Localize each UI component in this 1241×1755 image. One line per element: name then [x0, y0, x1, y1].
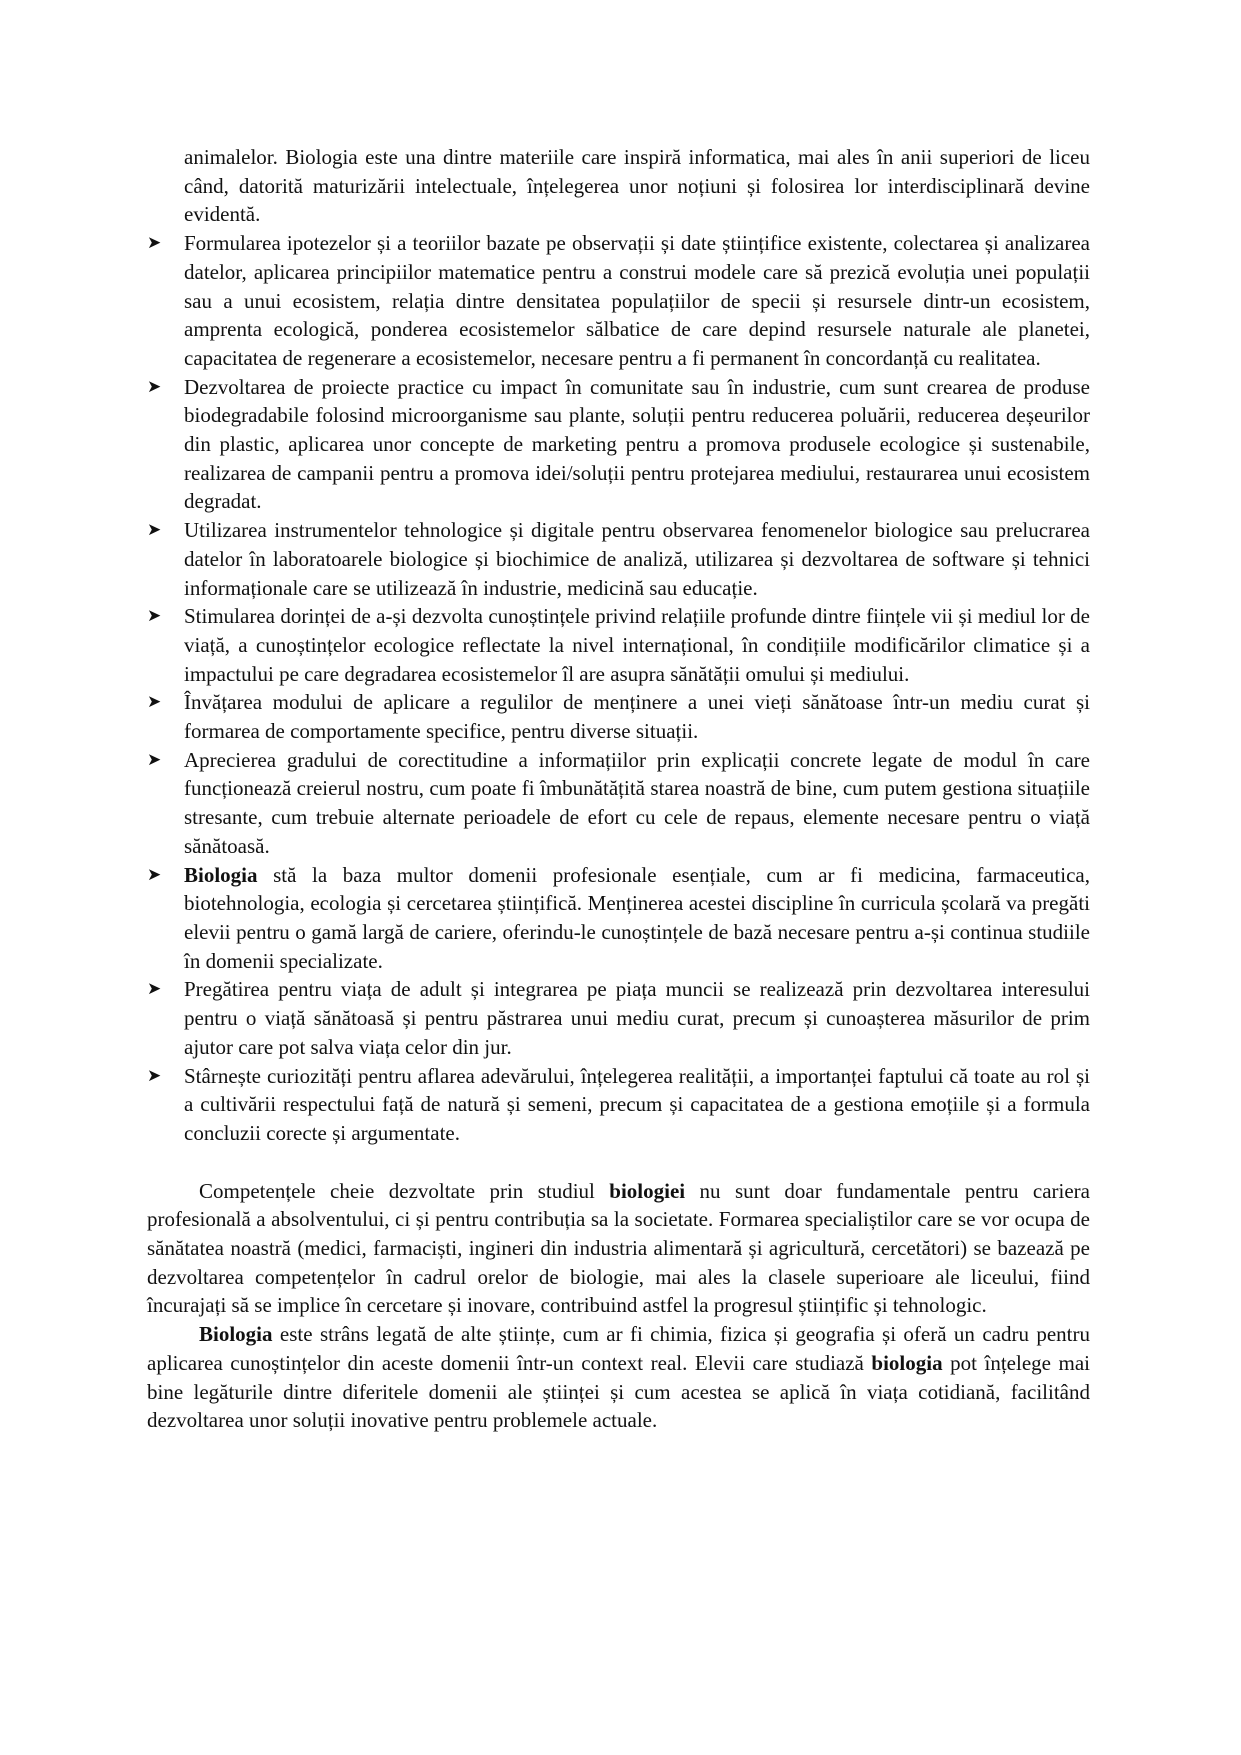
text: este strâns legată de alte științe, cum ar fi chimia, fizica și geografia și oferă un cadru pentru aplicarea cunoștințelor din aceste domenii într-un context real. Elevii care studiază	[147, 1322, 1090, 1375]
bullet-text: Aprecierea gradului de corectitudine a informațiilor prin explicații concrete legate de modul în care funcționează creierul nostru, cum poate fi îmbunătățită starea noastră de bine, cum putem gestiona situațiile stresante, cum trebuie alternate perioadele de efort cu cele de repaus, elemente necesare pentru o viață sănătoasă.	[184, 747, 1090, 858]
text: pot înțelege mai bine legăturile dintre diferitele domenii ale științei și cum acestea se aplică în viața cotidiană, facilitând dezvoltarea unor soluții inovative pentru problemele actuale.	[147, 1350, 1090, 1433]
body-paragraph	[147, 1320, 1090, 1435]
arrow-bullet-icon: ➤	[147, 520, 162, 541]
continuation-text-body: animalelor. Biologia este una dintre materiile care inspiră informatica, mai ales în anii superiori de liceu când, datorită maturizării intelectuale, înțelegerea unor noțiuni și folosirea lor interdisciplinară devine evidentă.	[184, 145, 1090, 227]
bullet-item	[147, 1062, 1090, 1148]
arrow-bullet-icon: ➤	[147, 979, 162, 1000]
bullet-list	[147, 229, 1090, 1148]
bullet-item	[147, 602, 1090, 688]
bullet-item	[147, 861, 1090, 976]
bullet-item	[147, 688, 1090, 745]
bullet-item	[147, 516, 1090, 602]
arrow-bullet-icon: ➤	[147, 864, 162, 885]
paragraphs	[147, 1177, 1090, 1435]
bullet-text: Utilizarea instrumentelor tehnologice și digitale pentru observarea fenomenelor biologice sau prelucrarea datelor în laboratoarele biologice și biochimice de analiză, utilizarea și dezvoltarea de software și tehnici informaționale care se utilizează în industrie, medicină sau educație.	[184, 518, 1090, 600]
document-page	[147, 143, 1090, 1435]
bold-term: Biologia	[184, 862, 258, 887]
text: nu sunt doar fundamentale pentru cariera profesională a absolventului, ci și pentru contribuția sa la societate. Formarea specialiștilor care se vor ocupa de sănătatea noastră (medici, farmaciști, ingineri din industria alimentară și agricultură, cercetători) se bazează pe dezvoltarea competențelor în cadrul orelor de biologie, mai ales la clasele superioare ale liceului, fiind încurajați să se implice în cercetare și inovare, contribuind astfel la progresul științific și tehnologic.	[147, 1178, 1090, 1318]
bullet-text: Stârnește curiozități pentru aflarea adevărului, înțelegerea realității, a importanței faptului că toate au rol și a cultivării respectului față de natură și semeni, precum și capacitatea de a gestiona emoțiile și a formula concluzii corecte și argumentate.	[184, 1063, 1090, 1145]
bullet-text: Învățarea modului de aplicare a regulilor de menținere a unei vieți sănătoase într-un mediu curat și formarea de comportamente specifice, pentru diverse situații.	[184, 690, 1090, 744]
text: Competențele cheie dezvoltate prin studiul	[199, 1178, 610, 1203]
bullet-item	[147, 229, 1090, 373]
body-paragraph	[147, 1177, 1090, 1321]
bullet-text: stă la baza multor domenii profesionale esențiale, cum ar fi medicina, farmaceutica, biotehnologia, ecologia și cercetarea științifică. Menținerea acestei discipline în curricula școlară va pregăti elevii pentru o gamă largă de cariere, oferindu-le cunoștințele de bază necesare pentru a-și continua studiile în domenii specializate.	[184, 862, 1090, 973]
arrow-bullet-icon: ➤	[147, 1065, 162, 1086]
spacer	[147, 1148, 1090, 1177]
bullet-text: Pregătirea pentru viața de adult și integrarea pe piața muncii se realizează prin dezvoltarea interesului pentru o viață sănătoasă și pentru păstrarea unui mediu curat, precum și cunoașterea măsurilor de prim ajutor care pot salva viața celor din jur.	[184, 977, 1090, 1059]
bullet-item	[147, 746, 1090, 861]
bullet-text: Dezvoltarea de proiecte practice cu impact în comunitate sau în industrie, cum sunt crearea de produse biodegradabile folosind microorganisme sau plante, soluții pentru reducerea poluării, reducerea deșeurilor din plastic, aplicarea unor concepte de marketing pentru a promova produsele ecologice și sustenabile, realizarea de campanii pentru a promova idei/soluții pentru protejarea mediului, restaurarea unui ecosistem degradat.	[184, 374, 1090, 514]
arrow-bullet-icon: ➤	[147, 749, 162, 770]
arrow-bullet-icon: ➤	[147, 376, 162, 397]
bullet-item	[147, 975, 1090, 1061]
arrow-bullet-icon: ➤	[147, 233, 162, 254]
continuation-text	[147, 143, 1090, 229]
bold-term: Biologia	[199, 1322, 273, 1347]
bullet-item	[147, 373, 1090, 517]
bullet-text: Stimularea dorinței de a-și dezvolta cunoștințele privind relațiile profunde dintre ființele vii și mediul lor de viață, a cunoștințelor ecologice reflectate la nivel internațional, în condițiile modificărilor climatice și a impactului pe care degradarea ecosistemelor îl are asupra sănătății omului și mediului.	[184, 604, 1090, 686]
bullet-text: Formularea ipotezelor și a teoriilor bazate pe observații și date științifice existente, colectarea și analizarea datelor, aplicarea principiilor matematice pentru a construi modele care să prezică evoluția unei populații sau a unui ecosistem, relația dintre densitatea populațiilor de specii și resursele dintr-un ecosistem, amprenta ecologică, ponderea ecosistemelor sălbatice de care depind resursele naturale ale planetei, capacitatea de regenerare a ecosistemelor, necesare pentru a fi permanent în concordanță cu realitatea.	[184, 231, 1090, 370]
arrow-bullet-icon: ➤	[147, 692, 162, 713]
arrow-bullet-icon: ➤	[147, 606, 162, 627]
bold-term: biologia	[871, 1350, 943, 1375]
bold-term: biologiei	[609, 1178, 686, 1203]
